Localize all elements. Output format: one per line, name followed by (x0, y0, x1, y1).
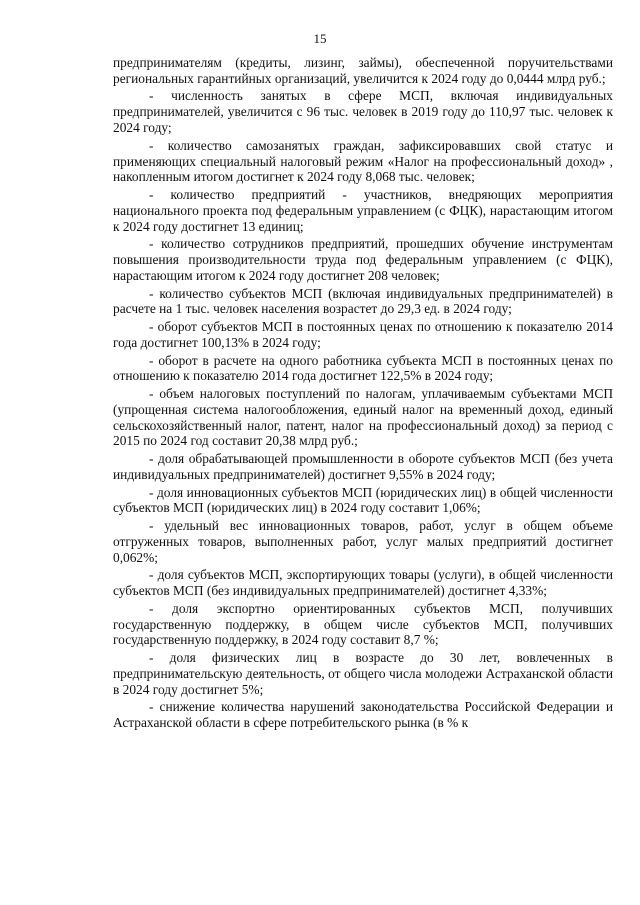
paragraph: - удельный вес инновационных товаров, работ, услуг в общем объеме отгруженных товаров, выполненных работ, услуг малых предприятий достигнет 0,062%; (113, 518, 613, 565)
paragraph: - доля инновационных субъектов МСП (юридических лиц) в общей численности субъектов МСП (юридических лиц) в 2024 году составит 1,06%; (113, 484, 613, 516)
paragraph: - доля физических лиц в возрасте до 30 лет, вовлеченных в предпринимательскую деятельность, от общего числа молодежи Астраханской области в 2024 году достигнет 5%; (113, 650, 613, 697)
page-number: 15 (313, 31, 327, 46)
document-body (113, 55, 613, 733)
paragraph: - количество предприятий - участников, внедряющих мероприятия национального проекта под федеральным управлением (с ФЦК), нарастающим итогом к 2024 году достигнет 13 единиц; (113, 187, 613, 234)
paragraph: - численность занятых в сфере МСП, включая индивидуальных предпринимателей, увеличится с 96 тыс. человек в 2019 году до 110,97 тыс. человек к 2024 году; (113, 88, 613, 136)
paragraph: - доля экспортно ориентированных субъектов МСП, получивших государственную поддержку, в общем числе субъектов МСП, получивших государственную поддержку, в 2024 году составит 8,7 %; (113, 600, 613, 648)
paragraph: - доля обрабатывающей промышленности в обороте субъектов МСП (без учета индивидуальных предпринимателей) достигнет 9,55% в 2024 году; (113, 451, 613, 482)
paragraph: - количество сотрудников предприятий, прошедших обучение инструментам повышения производительности труда под федеральным управлением (с ФЦК), нарастающим итогом к 2024 году достигнет 208 человек; (113, 236, 613, 283)
paragraph: - доля субъектов МСП, экспортирующих товары (услуги), в общей численности субъектов МСП (без индивидуальных предпринимателей) достигнет 4,33%; (113, 567, 613, 599)
paragraph: - оборот в расчете на одного работника субъекта МСП в постоянных ценах по отношению к показателю 2014 года достигнет 122,5% в 2024 году; (113, 352, 613, 384)
paragraph: - оборот субъектов МСП в постоянных ценах по отношению к показателю 2014 года достигнет 100,13% в 2024 году; (113, 319, 613, 350)
paragraph: - количество субъектов МСП (включая индивидуальных предпринимателей) в расчете на 1 тыс. человек населения возрастет до 29,3 ед. в 2024 году; (113, 285, 613, 317)
paragraph: - объем налоговых поступлений по налогам, уплачиваемым субъектами МСП (упрощенная система налогообложения, единый налог на временный доход, единый сельскохозяйственный налог, патент, налог на профессиональный доход) за период с 2015 по 2024 год составит 20,38 млрд руб.; (113, 386, 613, 449)
paragraph: предпринимателям (кредиты, лизинг, займы), обеспеченной поручительствами региональных гарантийных организаций, увеличится к 2024 году до 0,0444 млрд руб.; (113, 55, 613, 86)
paragraph: - снижение количества нарушений законодательства Российской Федерации и Астраханской области в сфере потребительского рынка (в % к (113, 699, 613, 731)
paragraph: - количество самозанятых граждан, зафиксировавших свой статус и применяющих специальный налоговый режим «Налог на профессиональный доход» , накопленным итогом достигнет к 2024 году 8,068 тыс. человек; (113, 137, 613, 185)
